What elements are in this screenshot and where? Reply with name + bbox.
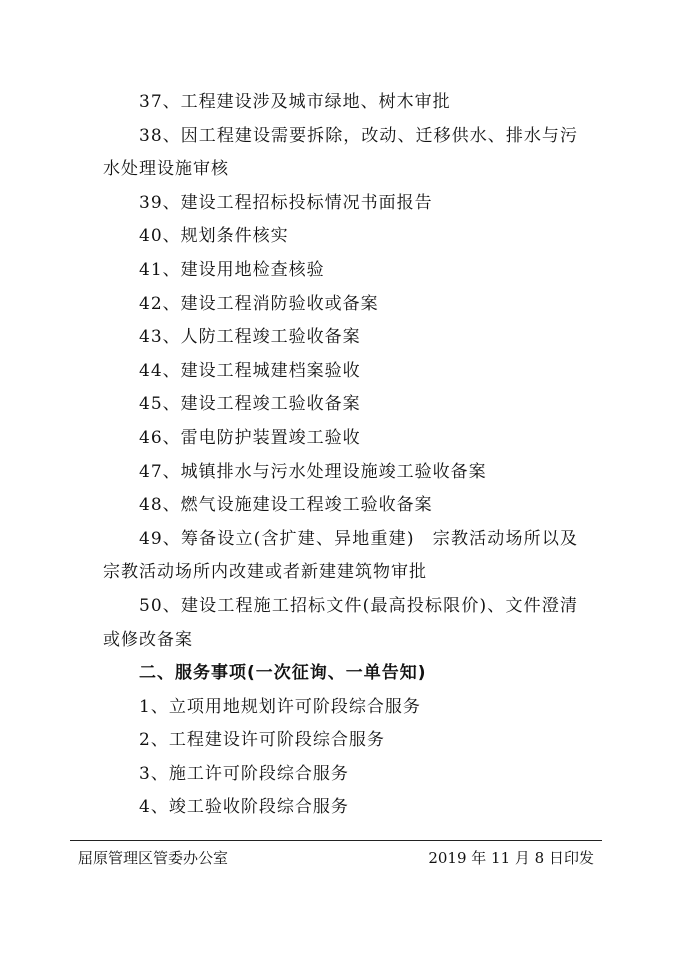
list-item-continuation: 宗教活动场所内改建或者新建建筑物审批 [103, 562, 427, 583]
list-item: 42、建设工程消防验收或备案 [139, 293, 379, 314]
list-item: 38、因工程建设需要拆除，改动、迁移供水、排水与污 [139, 125, 578, 146]
list-item: 44、建设工程城建档案验收 [139, 360, 361, 381]
issue-date: 2019 年 11 月 8 日印发 [428, 849, 594, 867]
list-item-continuation: 或修改备案 [103, 629, 193, 650]
list-item: 39、建设工程招标投标情况书面报告 [139, 192, 433, 213]
list-item: 50、建设工程施工招标文件(最高投标限价)、文件澄清 [139, 595, 578, 616]
list-item: 40、规划条件核实 [139, 226, 289, 247]
service-item: 2、工程建设许可阶段综合服务 [139, 730, 385, 751]
footer-row [70, 841, 602, 875]
list-item: 37、工程建设涉及城市绿地、树木审批 [139, 92, 451, 112]
approval-item-list [103, 86, 578, 825]
section-heading: 二、服务事项(一次征询、一单告知) [139, 663, 427, 684]
list-item: 43、人防工程竣工验收备案 [139, 327, 361, 348]
list-item: 45、建设工程竣工验收备案 [139, 394, 361, 415]
list-item: 47、城镇排水与污水处理设施竣工验收备案 [139, 461, 487, 482]
list-item: 41、建设用地检查核验 [139, 259, 325, 280]
service-item: 1、立项用地规划许可阶段综合服务 [139, 696, 421, 717]
list-item-continuation: 水处理设施审核 [103, 159, 229, 180]
issuer-name: 屈原管理区管委办公室 [78, 849, 229, 867]
list-item: 46、雷电防护装置竣工验收 [139, 427, 361, 448]
service-item: 4、竣工验收阶段综合服务 [139, 797, 349, 818]
document-footer [70, 840, 602, 875]
list-item: 48、燃气设施建设工程竣工验收备案 [139, 495, 433, 516]
list-item: 49、筹备设立(含扩建、异地重建) 宗教活动场所以及 [139, 528, 578, 549]
service-item: 3、施工许可阶段综合服务 [139, 763, 349, 784]
